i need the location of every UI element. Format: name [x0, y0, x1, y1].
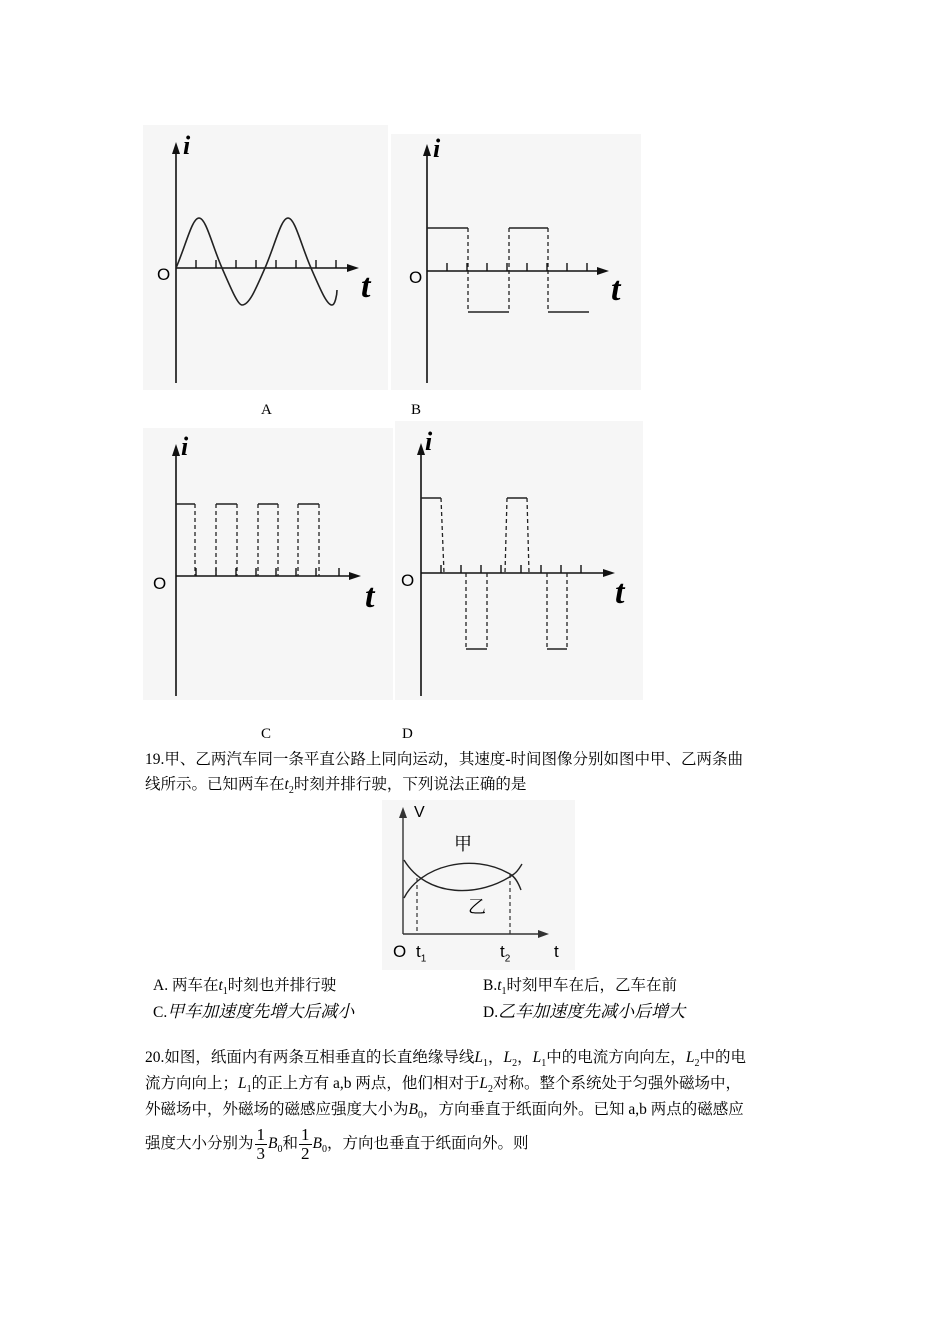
q20-comma-2: ， — [517, 1049, 533, 1066]
option-b[interactable] — [483, 973, 677, 997]
figure-b-y-label: i — [433, 134, 441, 163]
frac2-num: 1 — [301, 1124, 310, 1144]
q20-L1b-sub: 1 — [541, 1058, 547, 1070]
option-c[interactable] — [153, 997, 354, 1022]
q20-l2-c: 对称。整个系统处于匀强外磁场中， — [493, 1075, 742, 1092]
q20-L2c-sub: 2 — [488, 1084, 494, 1096]
figure-a-x-label: t — [361, 268, 371, 305]
option-d[interactable] — [483, 997, 685, 1022]
figure-d-graph — [395, 421, 643, 700]
q20-l3-b: ，方向垂直于纸面向外。已知 a,b 两点的磁感应 — [422, 1101, 744, 1118]
figure-d-y-label: i — [425, 427, 433, 456]
q20-and: 和 — [282, 1135, 298, 1152]
vt-graph-svg — [382, 800, 575, 970]
caption-a: A — [261, 402, 272, 418]
frac1-num: 1 — [256, 1124, 266, 1144]
q20-L1b-var: L — [532, 1049, 542, 1066]
figure-a-graph — [143, 125, 388, 390]
q20-L1c-var: L — [238, 1075, 247, 1092]
q20-L2-var: L — [503, 1049, 513, 1066]
figure-c-origin: O — [153, 574, 167, 593]
q19-line-2-a: 线所示。已知两车在 — [145, 776, 285, 793]
caption-d: D — [402, 726, 413, 742]
q20-B0b-var: B — [268, 1135, 278, 1152]
figure-d-x-label: t — [615, 574, 625, 611]
option-a[interactable] — [153, 973, 336, 997]
option-a-sub: 1 — [222, 986, 228, 998]
q20-B0c-var: B — [312, 1135, 322, 1152]
vt-t1-sub: 1 — [420, 953, 427, 965]
option-b-sub: 1 — [501, 986, 507, 998]
q20-B0-var: B — [408, 1101, 418, 1118]
q20-B0b-sub: 0 — [277, 1144, 283, 1156]
q20-l1-c: 中的电 — [699, 1049, 746, 1066]
q20-l4-b: ，方向也垂直于纸面向外。则 — [326, 1135, 529, 1152]
vt-t2-label — [500, 942, 510, 964]
q20-l2-b: 的正上方有 a,b 两点，他们相对于 — [251, 1075, 480, 1092]
option-d-text: 乙车加速度先减小后增大 — [498, 1002, 686, 1021]
figure-c-y-label: i — [181, 432, 189, 461]
q20-l2-a: 流方向向上； — [145, 1075, 239, 1092]
q19-line-2-b: 时刻并排行驶，下列说法正确的是 — [293, 776, 527, 793]
q20-L1-var: L — [474, 1049, 484, 1066]
vt-origin: O — [393, 942, 407, 961]
vt-curve-top-label: 甲 — [454, 834, 472, 855]
q20-l4-a: 强度大小分别为 — [145, 1135, 254, 1152]
frac2-den: 2 — [301, 1143, 310, 1163]
q20-B0-sub: 0 — [417, 1110, 423, 1122]
option-a-pre: A. 两车在 — [153, 977, 219, 994]
q19-line-1-text: 19.甲、乙两汽车同一条平直公路上同向运动，其速度-时间图像分别如图中甲、乙两条曲 — [145, 751, 744, 768]
frac1-den: 3 — [256, 1143, 266, 1163]
figure-a — [143, 125, 388, 390]
figure-c-graph — [143, 428, 393, 700]
fraction-one-third — [255, 1126, 268, 1163]
figure-b-x-label: t — [611, 271, 621, 308]
q20-L2b-sub: 2 — [694, 1058, 700, 1070]
vt-t1-label — [416, 942, 426, 964]
caption-b: B — [411, 402, 422, 418]
figure-a-origin: O — [157, 265, 171, 284]
figure-b-graph — [391, 134, 641, 390]
q20-L1-sub: 1 — [483, 1058, 489, 1070]
vt-x-label: t — [554, 942, 559, 961]
q19-t2-var: t — [284, 776, 289, 793]
figure-c — [143, 428, 393, 700]
q20-line-4 — [145, 1124, 528, 1170]
q20-L2-sub: 2 — [512, 1058, 518, 1070]
q19-line-1 — [145, 747, 743, 773]
option-a-var: t — [218, 977, 223, 994]
option-c-text: 甲车加速度先增大后减小 — [167, 1002, 355, 1021]
figure-a-y-label: i — [183, 131, 191, 160]
q20-L2c-var: L — [479, 1075, 489, 1092]
option-b-post: 时刻甲车在后，乙车在前 — [506, 977, 678, 994]
option-c-pre: C. — [153, 1004, 168, 1021]
caption-c: C — [261, 726, 272, 742]
vt-y-label: V — [414, 804, 425, 821]
q20-l1-b: 中的电流方向向左， — [546, 1049, 686, 1066]
figure-b-origin: O — [409, 268, 423, 287]
q19-t2-sub: 2 — [288, 785, 294, 797]
q20-l1-a: 20.如图，纸面内有两条互相垂直的长直绝缘导线 — [145, 1049, 475, 1066]
vt-t1-var: t — [416, 942, 421, 961]
q20-L1c-sub: 1 — [246, 1084, 252, 1096]
vt-t2-sub: 2 — [504, 953, 511, 965]
q20-l3-a: 外磁场中，外磁场的磁感应强度大小为 — [145, 1101, 409, 1118]
figure-c-x-label: t — [365, 578, 375, 615]
figure-b — [391, 134, 641, 390]
vt-graph — [382, 800, 575, 970]
q20-L2b-var: L — [685, 1049, 695, 1066]
option-b-pre: B. — [483, 977, 498, 994]
figure-d-origin: O — [401, 571, 415, 590]
vt-t2-var: t — [500, 942, 505, 961]
q20-B0c-sub: 0 — [321, 1144, 327, 1156]
option-a-post: 时刻也并排行驶 — [227, 977, 337, 994]
option-b-var: t — [497, 977, 502, 994]
q20-comma-1: ， — [488, 1049, 504, 1066]
option-d-pre: D. — [483, 1004, 499, 1021]
figure-d — [395, 421, 643, 700]
fraction-one-half — [299, 1126, 312, 1163]
vt-curve-bottom-label: 乙 — [468, 897, 486, 918]
